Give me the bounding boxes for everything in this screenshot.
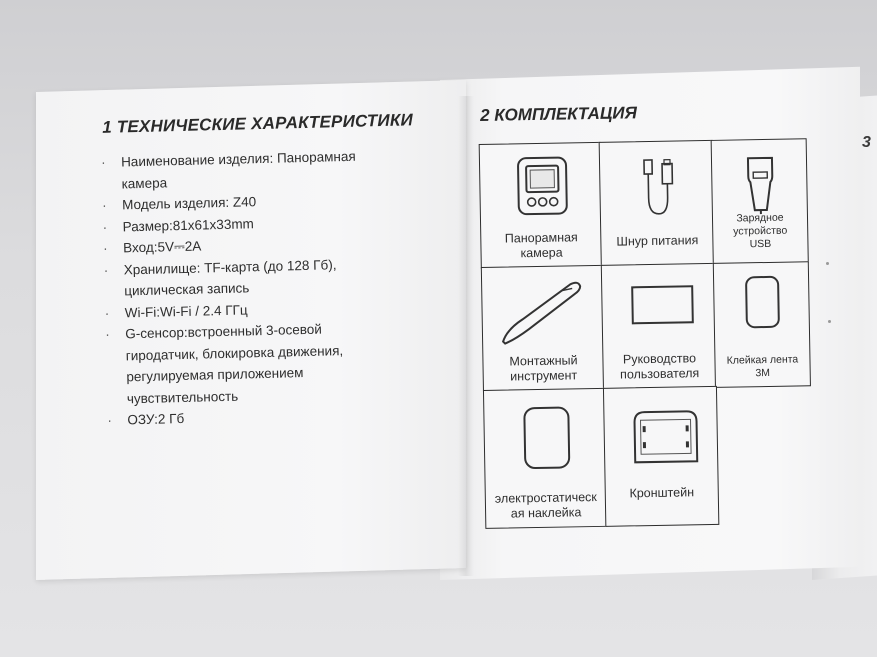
- spec-text: Размер:81x61x33mm: [122, 215, 255, 234]
- spec-item: [103, 316, 445, 410]
- next-page-number: 3: [862, 134, 871, 151]
- spec-text: Wi-Fi:Wi-Fi / 2.4 ГГц: [124, 301, 248, 320]
- package-item: [599, 140, 715, 267]
- specs-section: [98, 110, 446, 432]
- mounting-tool-icon: [498, 278, 585, 345]
- spec-text: Модель изделия: Z40: [121, 194, 257, 213]
- item-label: Клейкая лента 3M: [726, 353, 799, 380]
- package-item: [479, 142, 603, 269]
- bullet: ·: [103, 262, 109, 278]
- item-label: Монтажный инструмент: [509, 353, 578, 384]
- item-label: Кронштейн: [629, 485, 695, 501]
- camera-icon: [516, 155, 569, 216]
- spec-text: Наименование изделия: Панорамная камера: [120, 148, 356, 191]
- bullet: ·: [104, 305, 110, 321]
- bullet: ·: [101, 197, 107, 213]
- binding-hole: [828, 320, 831, 323]
- package-item: [711, 138, 809, 265]
- bullet: ·: [105, 326, 110, 342]
- bullet: ·: [100, 154, 106, 170]
- spec-text: G-сенсор:встроенный 3-осевой гиродатчик, блокировка движения, регулируемая приложением чувствительность: [125, 321, 344, 406]
- item-label: Шнур питания: [616, 233, 699, 249]
- item-label: Руководство пользователя: [619, 351, 700, 382]
- package-item: [601, 263, 717, 390]
- spine-shadow: [458, 96, 474, 576]
- cable-icon: [636, 157, 681, 220]
- package-item: [483, 388, 607, 529]
- car-charger-icon: [742, 154, 779, 217]
- package-item: [713, 261, 811, 388]
- bullet: ·: [107, 412, 113, 428]
- bullet: ·: [103, 240, 108, 256]
- package-grid: [479, 138, 812, 529]
- spec-text: Хранилище: TF-карта (до 128 Гб), циклическая запись: [123, 256, 337, 299]
- item-label: электростатическая наклейка: [494, 489, 597, 521]
- bullet: ·: [102, 219, 108, 235]
- manual-icon: [630, 284, 695, 325]
- section-title: 1 ТЕХНИЧЕСКИЕ ХАРАКТЕРИСТИКИ: [101, 110, 414, 137]
- section-title: 2 КОМПЛЕКТАЦИЯ: [479, 103, 638, 125]
- spec-text: ОЗУ:2 Гб: [127, 410, 185, 428]
- package-item: [603, 386, 719, 527]
- item-label: Панорамная камера: [504, 230, 578, 261]
- binding-hole: [826, 262, 829, 265]
- package-item: [481, 265, 605, 392]
- spec-text: Вход:5V⎓2A: [122, 238, 202, 256]
- bracket-icon: [632, 409, 699, 464]
- package-section: [478, 100, 825, 529]
- adhesive-tape-icon: [744, 275, 781, 330]
- static-sticker-icon: [522, 405, 571, 470]
- item-label: Зарядное устройство USB: [733, 211, 788, 251]
- spec-list: [99, 144, 446, 432]
